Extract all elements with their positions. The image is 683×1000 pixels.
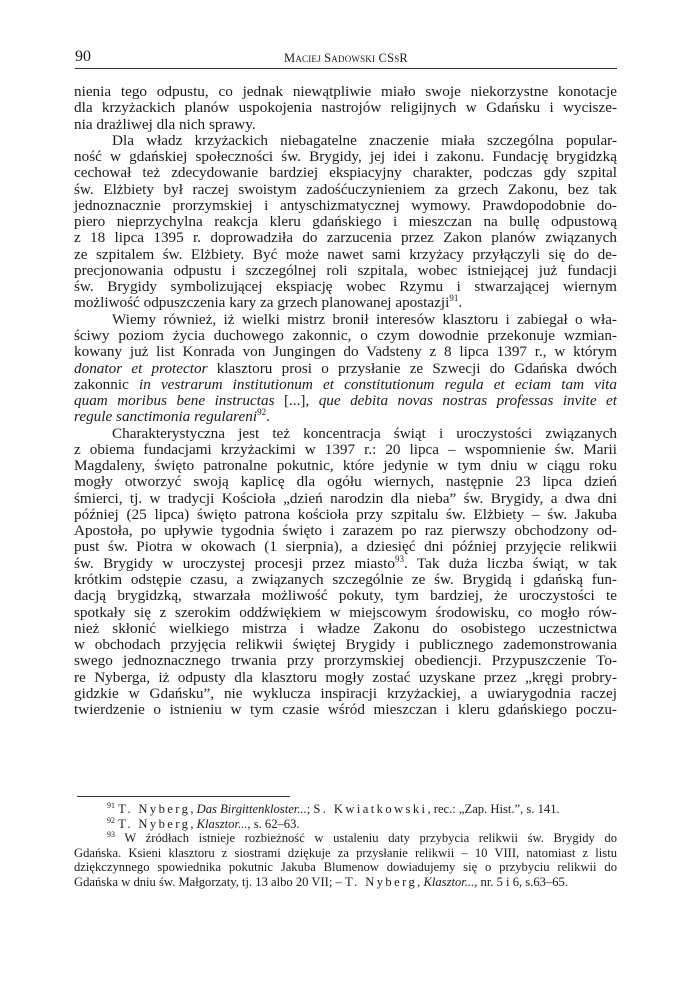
text-line: Apostoła, po upływie tygodnia święto i zarazem po raz pierwszy obchodzony od- bbox=[74, 522, 617, 540]
running-head: Maciej Sadowski CSsR bbox=[284, 51, 408, 65]
text-segment: . bbox=[458, 294, 463, 312]
text-line: ność w gdańskiej społeczności św. Brygidy, jej idei i zakonu. Fundację brygidzką bbox=[74, 148, 617, 166]
footnote-divider bbox=[77, 796, 290, 797]
body-text bbox=[74, 84, 617, 718]
text-line: jednoznacznie prorzymskiej i antyschizmatycznej wymowy. Prawdopodobnie do- bbox=[74, 196, 617, 214]
footnote-title: Klasztor... bbox=[196, 816, 248, 831]
text-line: dla krzyżackich planów uspokojenia nastrojów religijnych w Gdańsku i wycisze- bbox=[74, 99, 617, 117]
text-segment: . Tak duża liczba świąt, w tak bbox=[403, 554, 617, 572]
text-line: ze szpitalem św. Elżbiety. Być może nawet sami krzyżacy przyłączyli się do de- bbox=[74, 245, 617, 263]
text-line: Charakterystyczna jest też koncentracja świąt i uroczystości związanych bbox=[112, 424, 617, 442]
text-line bbox=[74, 553, 617, 572]
text-line: z 18 lipca 1395 r. doprowadziła do zarzucenia przez Zakon planów związanych bbox=[74, 229, 617, 247]
footnote-line: Gdańska. Ksieni klasztoru z siostrami dziękuje za przysłanie relikwii – 10 VIII, natomiast z listu bbox=[74, 845, 617, 860]
text-line: w obchodach przyjęcia relikwii świętej Brygidy i publicznego zademonstrowania bbox=[74, 636, 617, 654]
italic-text: regule sanctimonia regulareni bbox=[74, 408, 258, 426]
italic-text: donator et protector bbox=[74, 359, 208, 377]
text-line: re Nyberga, iż odpusty dla klasztoru mogły zostać uzyskane przez „kręgi probry- bbox=[74, 668, 617, 686]
text-line: św. Brygidy symbolizującej ekspiację wobec Rzymu i stwarzającej wiernym bbox=[74, 278, 617, 296]
text-segment: możliwość odpuszczenia kary za grzech planowanej apostazji bbox=[74, 294, 450, 312]
footnote-text: W źródłach istnieje rozbieżność w ustaleniu daty przybycia relikwii św. Brygidy do bbox=[124, 831, 617, 846]
text-line: krótkim odstępie czasu, a związanych szczególnie ze św. Brygidą i gdańską fun- bbox=[74, 570, 617, 588]
footnote-title: Klasztor... bbox=[423, 874, 475, 889]
italic-text: in vestrarum institutionum et constitutionum regula et eciam tam vita bbox=[138, 375, 617, 393]
text-line: cechował też zdecydowanie bardziej ekspiacyjny charakter, podczas gdy szpital bbox=[74, 164, 617, 182]
text-line: piero nieprzychylna reakcja kleru gdańskiego i mieszczan na bullę odpustową bbox=[74, 213, 617, 231]
text-segment: św. Brygidy w uroczystej procesji przez miasto bbox=[74, 554, 395, 572]
text-segment: zakonnic bbox=[74, 375, 129, 393]
text-line: pust św. Piotra w okowach (1 sierpnia), a dziesięć dni później przyjęcie relikwii bbox=[74, 538, 617, 556]
footnote-ref-91[interactable]: 91 bbox=[449, 293, 459, 304]
italic-text: que debita novas nostras professas invite et bbox=[318, 392, 617, 410]
footnote-author: T. Nyberg bbox=[344, 874, 418, 889]
text-line bbox=[74, 377, 617, 393]
footnote-ref-93[interactable]: 93 bbox=[394, 553, 404, 564]
text-line: mogły otworzyć swoją kaplicę dla ogółu wiernych, następnie 23 lipca dzień bbox=[74, 473, 617, 491]
footnote-93 bbox=[74, 831, 617, 846]
footnote-text: , s. 62–63. bbox=[247, 816, 300, 831]
text-line: dacją brygidzką, stwarzała możliwość pokuty, tym bardziej, że uroczystości te bbox=[74, 587, 617, 605]
text-line: nienia tego odpustu, co jednak niewątpliwie miało swoje niekorzystne konotacje bbox=[74, 83, 617, 100]
text-line bbox=[74, 295, 617, 311]
page-header bbox=[75, 48, 617, 69]
text-line: Dla władz krzyżackich niebagatelne znaczenie miała szczególna popular- bbox=[112, 131, 617, 149]
footnote-ref-92[interactable]: 92 bbox=[257, 407, 267, 418]
footnote-line: dziękczynnego spowiednika pokutnic Jakuba Blumenow dowiadujemy się o przybyciu relikwii do bbox=[74, 860, 617, 875]
footnote-line: Gdańska w dniu św. Małgorzaty, tj. 13 albo 20 VII; – T. Nyberg, Klasztor..., nr. 5 i 6, s.63–65. bbox=[74, 874, 568, 889]
footnote-number: 92 bbox=[107, 815, 115, 825]
footnote-91: $^{91}$ T. Nyberg, Das Birgittenkloster...; S. Kwiatkowski, rec.: „Zap. Hist.”, s. 141. bbox=[107, 801, 560, 816]
footnote-author: T. Nyberg bbox=[118, 802, 191, 816]
text-line: precjonowania odpustu i szczególnej roli szpitala, wobec istniejącej już fundacji bbox=[74, 261, 617, 279]
text-line: nia drażliwej dla nich sprawy. bbox=[74, 115, 256, 133]
text-line: nież skłonić wielkiego mistrza i władze Zakonu do osobistego uczestnictwa bbox=[74, 619, 617, 637]
text-line: spotkały się z szerokim oddźwiękiem w miejscowym środowisku, co mogło rów- bbox=[74, 603, 617, 621]
text-line: Magdaleny, święto patronalne pokutnic, które jedynie w tym dniu w ciągu roku bbox=[74, 457, 617, 475]
text-segment: . bbox=[266, 408, 270, 426]
footnote-title: Das Birgittenkloster... bbox=[196, 802, 307, 816]
text-line bbox=[74, 393, 617, 409]
text-segment: [...], bbox=[283, 392, 310, 410]
footnote-text: , rec.: „Zap. Hist.”, s. 141. bbox=[427, 802, 560, 816]
text-line: z obiema fundacjami krzyżackimi w 1397 r.: 20 lipca – wspomnienie św. Marii bbox=[74, 440, 617, 458]
text-segment: klasztoru prosi o przysłanie ze Szwecji do Gdańska dwóch bbox=[216, 359, 617, 377]
footnote-text: Gdańska w dniu św. Małgorzaty, tj. 13 albo 20 VII; – bbox=[74, 874, 345, 889]
text-line: św. Elżbiety był raczej swoistym zadośćuczynieniem za grzech Zakonu, bez tak bbox=[74, 180, 617, 198]
italic-text: quam moribus bene instructas bbox=[74, 392, 275, 410]
footnote-author: S. Kwiatkowski bbox=[313, 802, 428, 816]
text-line: kowany już list Konrada von Jungingen do Vadsteny z 8 lipca 1397 r., w którym bbox=[74, 343, 617, 361]
footnote-text: , nr. 5 i 6, s.63–65. bbox=[474, 874, 568, 889]
text-line bbox=[74, 409, 617, 425]
text-line: później (25 lipca) święto patrona kościoła przy szpitalu św. Elżbiety – św. Jakuba bbox=[74, 505, 617, 523]
footnote-author: T. Nyberg bbox=[118, 816, 191, 831]
text-line: Wiemy również, iż wielki mistrz bronił interesów klasztoru i zabiegał o wła- bbox=[112, 310, 617, 328]
footnote-number: 93 bbox=[107, 830, 115, 840]
text-line: śmierci, tj. w tradycji Kościoła „dzień narodzin dla nieba” św. Brygidy, a dwa dni bbox=[74, 489, 617, 507]
text-line: swego jednoznacznego trwania przy prorzymskiej obediencji. Przypuszczenie To- bbox=[74, 652, 617, 670]
text-line: twierdzenie o istnieniu w tym czasie wśród mieszczan i kleru gdańskiego poczu- bbox=[74, 701, 617, 719]
footnote-92: $^{92}$ T. Nyberg, Klasztor..., s. 62–63. bbox=[107, 815, 300, 831]
text-line: ściwy poziom życia duchowego zakonnic, o czym dowodnie przekonuje wzmian- bbox=[74, 326, 617, 344]
text-line bbox=[74, 361, 617, 377]
footnotes bbox=[74, 802, 617, 890]
text-line: gidzkie w Gdańsku”, nie wyklucza inspiracji krzyżackiej, a uwiarygodnia raczej bbox=[74, 684, 617, 702]
footnote-number: 91 bbox=[107, 801, 115, 810]
text-segment: ; bbox=[306, 802, 311, 816]
page-number: 90 bbox=[75, 48, 91, 65]
